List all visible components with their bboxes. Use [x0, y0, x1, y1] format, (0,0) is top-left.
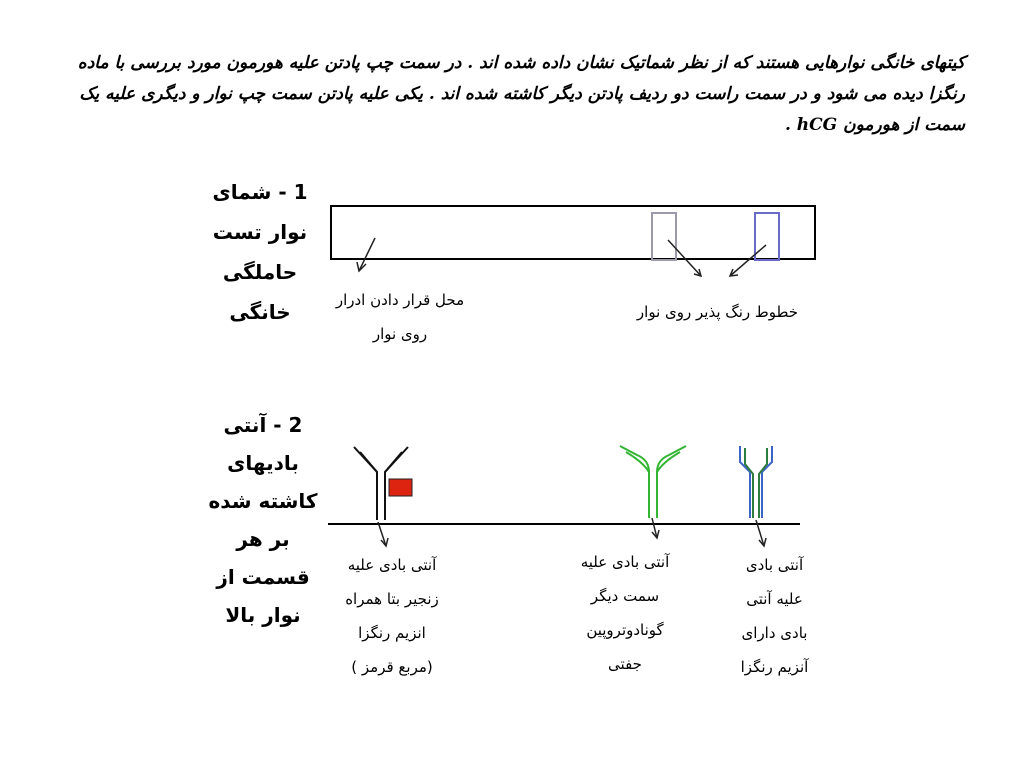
- enzyme-square: [389, 479, 412, 496]
- caption-text: کیتهای خانگی نوارهایی هستند که از نظر شماتیک نشان داده شده اند . در سمت چپ پادتن علیه هورمون مورد بررسی با ماده رنگزا دیده می شود و در سمت راست دو ردیف پادتن دیگر کاشته شده اند . یکی علیه پادتن سمت چپ نوار و دیگری علیه یک سمت از هورمون hCG .: [77, 53, 965, 135]
- label-antibody-3: آنتی بادی علیه آنتی بادی دارای آنزیم رنگزا: [740, 556, 809, 676]
- label-color-lines: خطوط رنگ پذیر روی نوار: [636, 303, 799, 321]
- label-antibody-2: آنتی بادی علیه سمت دیگر گونادوتروپین جفتی: [580, 553, 670, 673]
- antibody-2: [620, 446, 686, 518]
- antibody-3: [740, 446, 772, 518]
- test-strip: [331, 206, 815, 259]
- label-urine-site: محل قرار دادن ادرار روی نوار: [335, 291, 465, 343]
- arrow-antibody-1: [378, 522, 388, 546]
- arrow-antibody-2: [652, 518, 659, 538]
- section2-heading: 2 - آنتی بادیهای کاشته شده بر هر قسمت از نوار بالا: [208, 413, 318, 627]
- section1-heading: 1 - شمای نوار تست حاملگی خانگی: [212, 180, 308, 324]
- label-antibody-1: آنتی بادی علیه زنجیر بتا همراه انزیم رنگزا (مربع قرمز ): [345, 556, 439, 676]
